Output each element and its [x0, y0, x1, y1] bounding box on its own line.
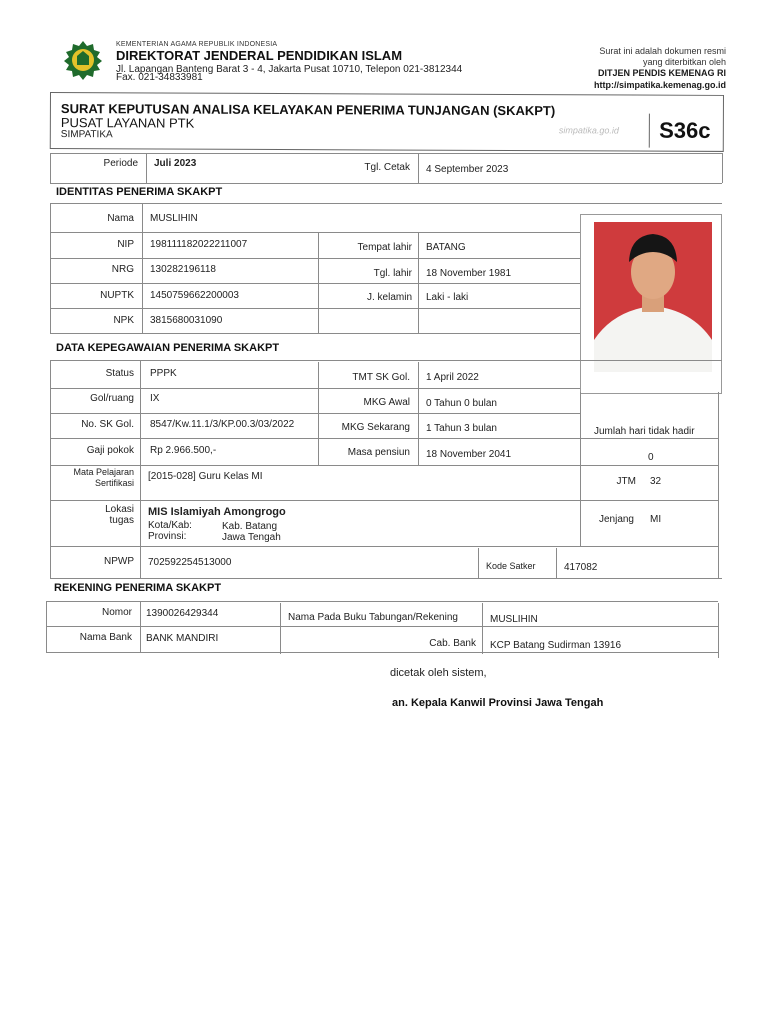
city-value: Kab. Batang [222, 521, 278, 532]
subject-value: [2015-028] Guru Kelas MI [148, 471, 263, 482]
retirement-value: 18 November 2041 [426, 449, 512, 460]
employment-heading: DATA KEPEGAWAIAN PENERIMA SKAKPT [56, 342, 280, 354]
period-value: Juli 2023 [154, 158, 197, 169]
grid-line [718, 392, 719, 578]
address: Jl. Lapangan Banteng Barat 3 - 4, Jakarta Pusat 10710, Telepon 021-3812344 [116, 64, 463, 75]
npwp-value: 702592254513000 [148, 557, 232, 568]
account-number-value: 1390026429344 [146, 608, 219, 619]
absence-label: Jumlah hari tidak hadir [594, 426, 695, 437]
nuptk-label: NUPTK [100, 290, 134, 301]
province-label: Provinsi: [148, 531, 187, 542]
printed-by-system: dicetak oleh sistem, [390, 667, 487, 679]
grid-line [46, 626, 718, 627]
signer: an. Kepala Kanwil Provinsi Jawa Tengah [392, 697, 604, 709]
grid-line [556, 548, 557, 578]
official-note-2: yang diterbitkan oleh [642, 57, 726, 67]
bank-branch-value: KCP Batang Sudirman 13916 [490, 640, 622, 651]
grid-line [50, 232, 580, 233]
nip-value: 198111182022211007 [150, 239, 248, 250]
satker-value: 417082 [564, 562, 598, 573]
recipient-photo [594, 222, 712, 372]
gender-label: J. kelamin [366, 292, 412, 303]
nip-label: NIP [117, 239, 134, 250]
grid-line [46, 652, 718, 653]
mkg-start-label: MKG Awal [363, 397, 410, 408]
grid-line [50, 203, 722, 204]
retirement-label: Masa pensiun [347, 447, 410, 458]
grid-line [142, 203, 143, 333]
city-label: Kota/Kab: [148, 520, 192, 531]
form-code: S36c [649, 114, 720, 148]
name-value: MUSLIHIN [150, 213, 198, 224]
mkg-current-value: 1 Tahun 3 bulan [426, 423, 497, 434]
grid-line [50, 153, 51, 183]
location-label-2: tugas [109, 515, 134, 526]
grid-line [280, 603, 281, 654]
bank-branch-label: Cab. Bank [429, 638, 476, 649]
name-label: Nama [107, 213, 134, 224]
tmt-label: TMT SK Gol. [352, 372, 410, 383]
grid-line [50, 203, 51, 333]
province-value: Jawa Tengah [222, 532, 281, 543]
tmt-value: 1 April 2022 [426, 372, 479, 383]
account-heading: REKENING PENERIMA SKAKPT [54, 582, 222, 594]
grid-line [50, 578, 722, 579]
satker-label: Kode Satker [486, 561, 536, 571]
grid-line [50, 438, 718, 439]
grid-line [718, 603, 719, 658]
location-value: MIS Islamiyah Amongrogo [148, 506, 286, 518]
grid-line [418, 153, 419, 183]
npk-value: 3815680031090 [150, 315, 223, 326]
level-value: MI [650, 514, 662, 525]
account-number-label: Nomor [101, 607, 132, 618]
npwp-label: NPWP [104, 556, 134, 567]
grid-line [50, 333, 580, 334]
grid-line [50, 153, 722, 154]
salary-label: Gaji pokok [86, 445, 134, 456]
grid-line [482, 603, 483, 654]
grid-line [50, 360, 722, 361]
birthplace-label: Tempat lahir [357, 242, 412, 253]
print-date-value: 4 September 2023 [426, 164, 509, 175]
document-title: SURAT KEPUTUSAN ANALISA KELAYAKAN PENERIMA TUNJANGAN (SKAKPT) [60, 101, 556, 119]
mkg-start-value: 0 Tahun 0 bulan [426, 398, 497, 409]
subject-label-2: Sertifikasi [94, 478, 134, 488]
bank-name-value: BANK MANDIRI [146, 633, 219, 644]
sk-label: No. SK Gol. [81, 419, 134, 430]
grid-line [50, 546, 718, 547]
grid-line [478, 548, 479, 578]
grid-line [140, 601, 141, 652]
subject-label-1: Mata Pelajaran [73, 467, 134, 477]
print-date-label: Tgl. Cetak [364, 162, 410, 173]
account-holder-value: MUSLIHIN [490, 614, 538, 625]
fax: Fax. 021-34833981 [116, 72, 203, 83]
birthdate-label: Tgl. lahir [373, 268, 412, 279]
jtm-value: 32 [650, 476, 662, 487]
birthplace-value: BATANG [426, 242, 466, 253]
title-box [50, 92, 724, 152]
grid-line [50, 388, 580, 389]
nrg-value: 130282196118 [150, 264, 216, 275]
grid-line [46, 601, 718, 602]
location-label-1: Lokasi [105, 504, 134, 515]
grid-line [50, 413, 580, 414]
grid-line [50, 465, 718, 466]
account-holder-label: Nama Pada Buku Tabungan/Rekening [288, 612, 458, 623]
mkg-current-label: MKG Sekarang [341, 422, 410, 433]
grid-line [140, 546, 141, 578]
grid-line [46, 601, 47, 652]
nrg-label: NRG [111, 264, 134, 275]
nuptk-value: 1450759662200003 [150, 290, 239, 301]
ministry-name: KEMENTERIAN AGAMA REPUBLIK INDONESIA [116, 41, 278, 48]
grid-line [50, 183, 722, 184]
kemenag-logo-icon [62, 40, 104, 80]
app-name: SIMPATIKA [60, 129, 113, 141]
document-subtitle: PUSAT LAYANAN PTK [60, 115, 195, 131]
jtm-label: JTM [616, 476, 636, 487]
salary-value: Rp 2.966.500,- [150, 445, 217, 456]
grid-line [50, 308, 580, 309]
absence-value: 0 [648, 452, 654, 463]
npk-label: NPK [113, 315, 134, 326]
official-url: http://simpatika.kemenag.go.id [593, 80, 726, 90]
grid-line [146, 153, 147, 183]
watermark: simpatika.go.id [558, 125, 619, 136]
official-note-3: DITJEN PENDIS KEMENAG RI [597, 68, 726, 78]
grid-line [50, 283, 580, 284]
identity-heading: IDENTITAS PENERIMA SKAKPT [56, 186, 223, 198]
sk-value: 8547/Kw.11.1/3/KP.00.3/03/2022 [150, 419, 295, 430]
directorate-name: DIREKTORAT JENDERAL PENDIDIKAN ISLAM [116, 48, 403, 63]
grade-value: IX [150, 393, 160, 404]
status-value: PPPK [150, 368, 177, 379]
official-note-1: Surat ini adalah dokumen resmi [599, 46, 726, 56]
gender-value: Laki - laki [426, 292, 469, 303]
birthdate-value: 18 November 1981 [426, 268, 512, 279]
grid-line [50, 258, 580, 259]
grid-line [580, 392, 581, 546]
level-label: Jenjang [598, 514, 634, 525]
grid-line [722, 153, 723, 183]
grid-line [50, 500, 718, 501]
bank-name-label: Nama Bank [79, 632, 132, 643]
status-label: Status [105, 368, 134, 379]
grade-label: Gol/ruang [90, 393, 134, 404]
period-label: Periode [103, 158, 138, 169]
